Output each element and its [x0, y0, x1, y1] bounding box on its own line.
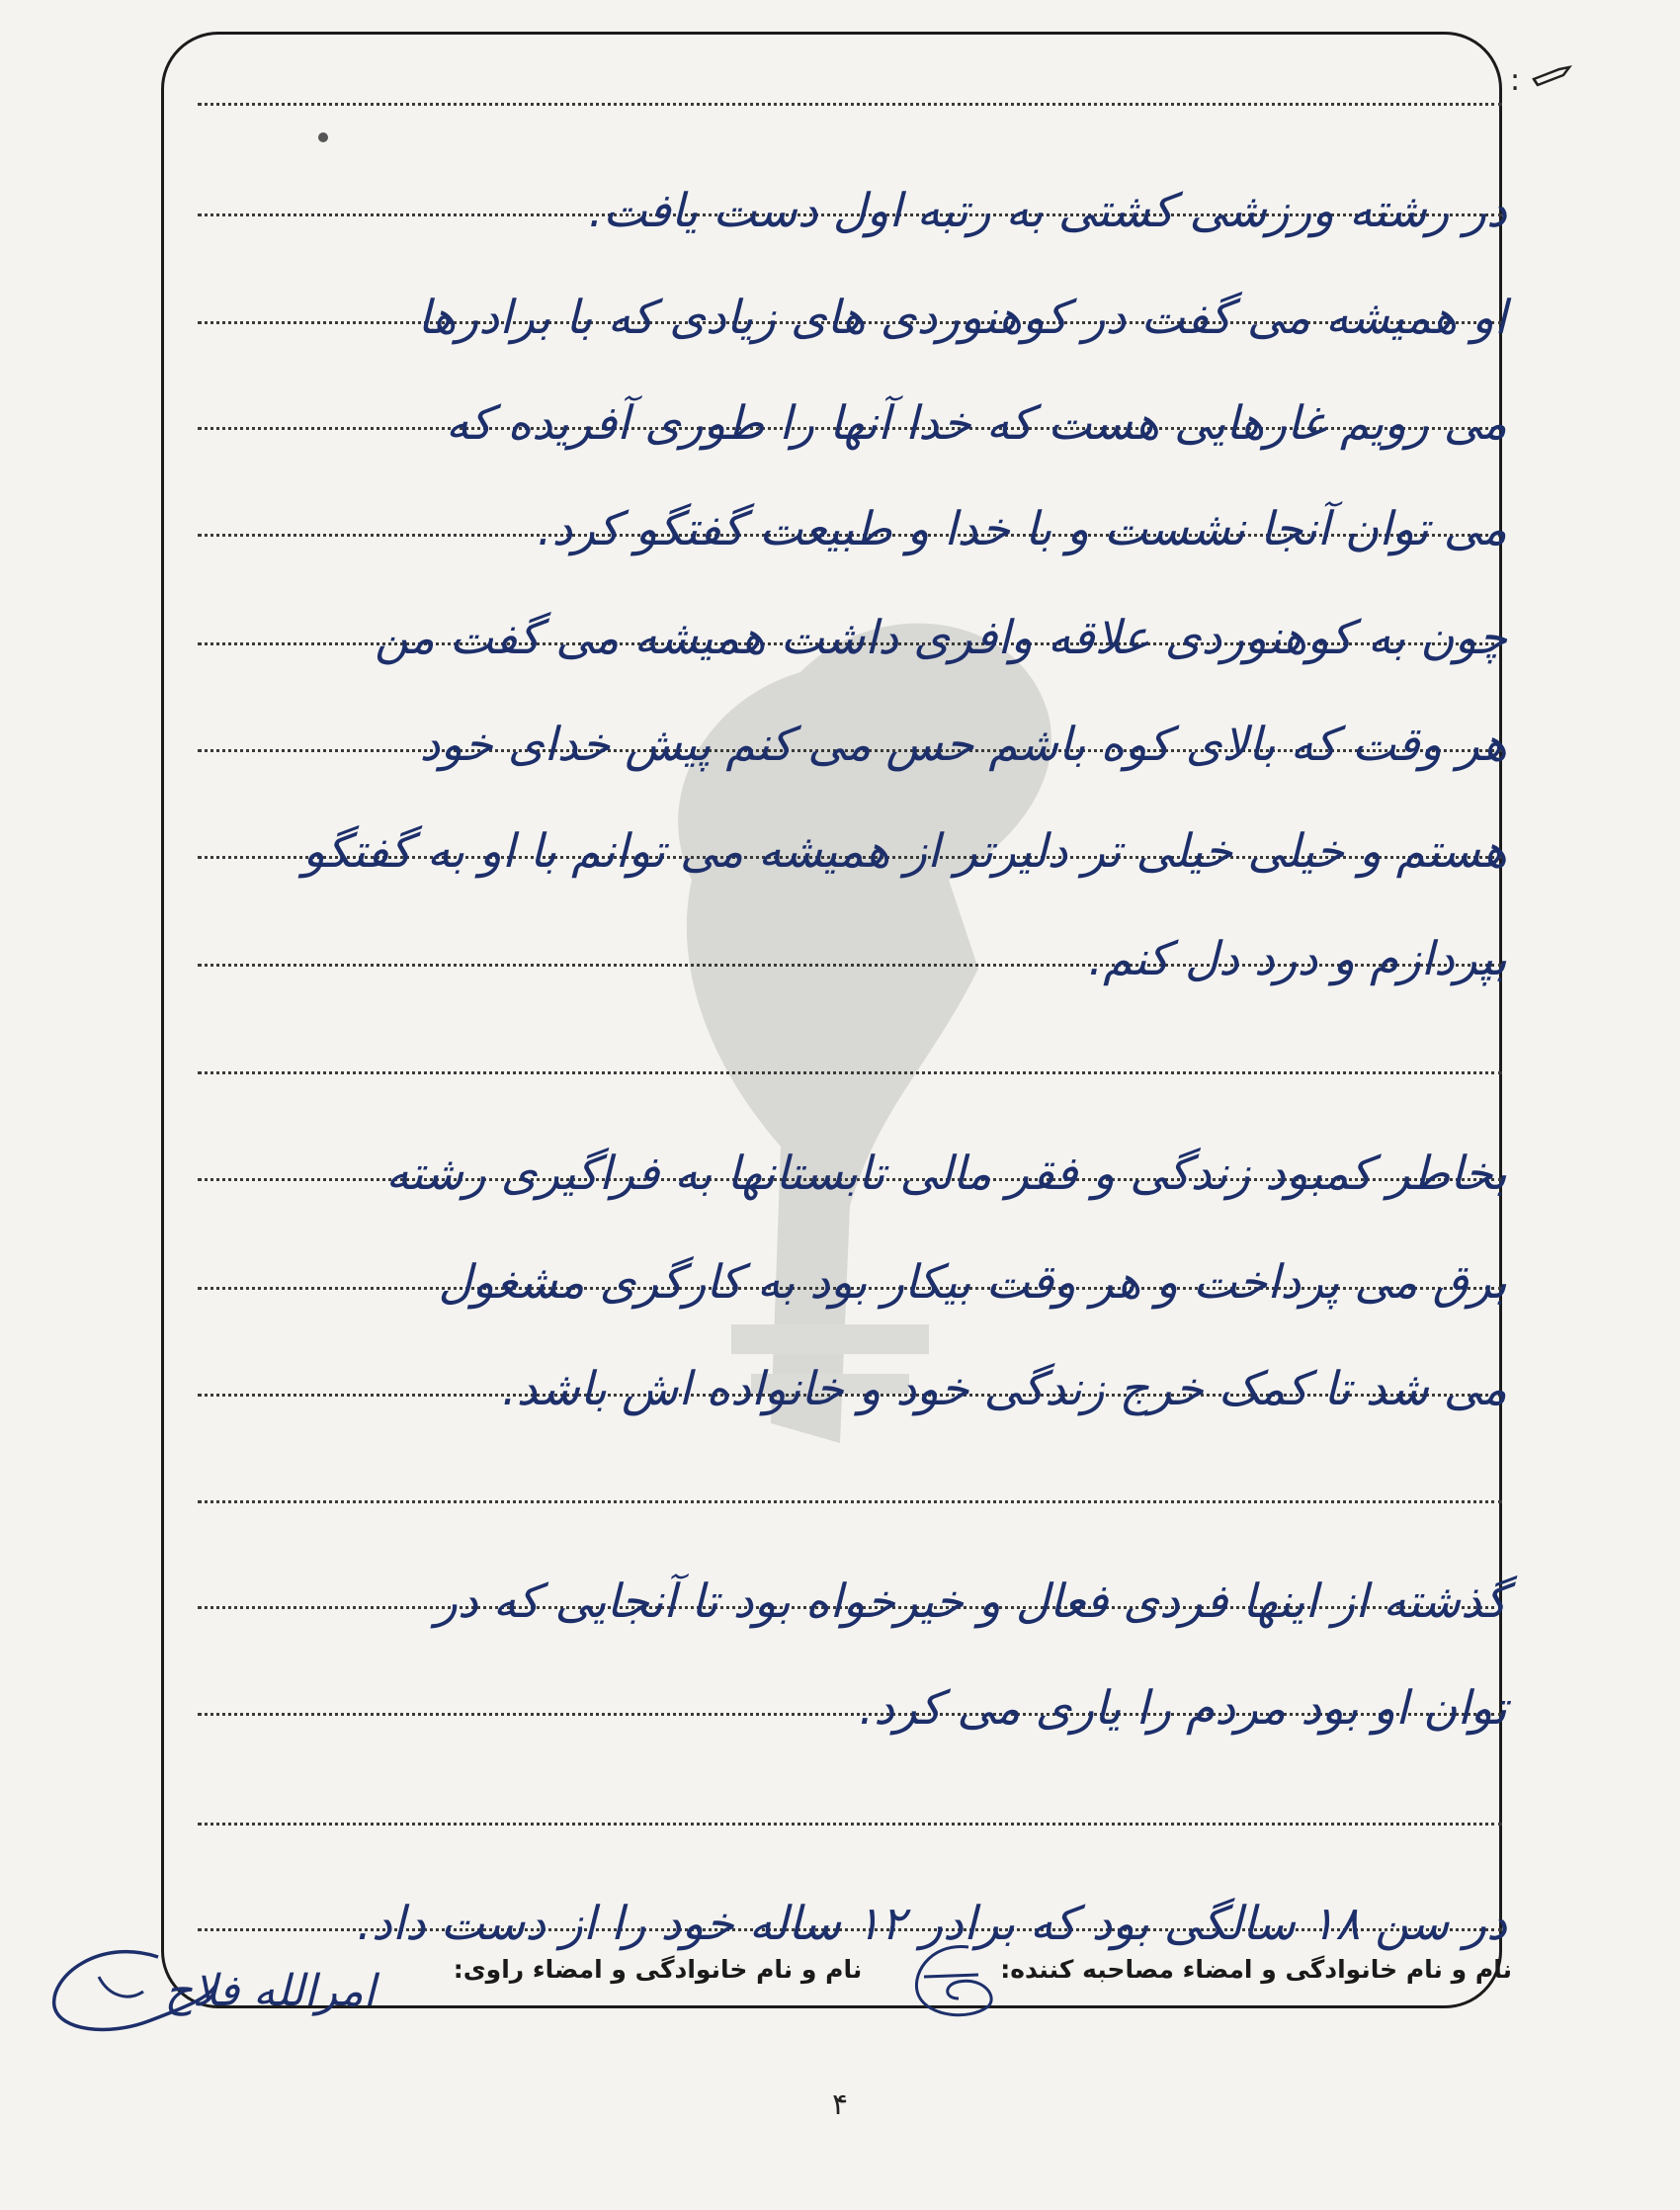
handwritten-line: می شد تا کمک خرج زندگی خود و خانواده اش باشد. — [501, 1362, 1507, 1416]
handwritten-line: می رویم غارهایی هست که خدا آنها را طوری آفریده که — [445, 396, 1507, 451]
handwritten-line: در رشته ورزشی کشتی به رتبه اول دست یافت. — [588, 184, 1507, 238]
handwritten-line: برق می پرداخت و هر وقت بیکار بود به کارگری مشغول — [438, 1255, 1507, 1310]
pen-icon — [1530, 61, 1575, 89]
narrator-signature-label: نام و نام خانوادگی و امضاء راوی: — [453, 1955, 863, 1984]
handwritten-line: گذشته از اینها فردی فعال و خیرخواه بود تا آنجایی که در — [435, 1574, 1507, 1629]
interviewer-signature — [889, 1937, 1008, 2036]
handwritten-line: او همیشه می گفت در کوهنوردی های زیادی که با برادرها — [417, 291, 1507, 345]
interviewer-signature-label: نام و نام خانوادگی و امضاء مصاحبه کننده: — [1000, 1955, 1512, 1984]
page-number: ۴ — [831, 2087, 849, 2122]
ruled-line — [198, 1500, 1502, 1503]
handwritten-line: بخاطر کمبود زندگی و فقر مالی تابستانها به فراگیری رشته — [385, 1147, 1507, 1201]
handwritten-line: بپردازم و درد دل کنم. — [1088, 932, 1507, 986]
pen-icon-colon: : — [1510, 63, 1521, 98]
ruled-line — [198, 103, 1502, 106]
scan-speck — [318, 132, 328, 142]
ruled-line — [198, 1071, 1502, 1074]
handwritten-line: هستم و خیلی خیلی تر دلیرتر از همیشه می توانم با او به گفتگو — [302, 824, 1507, 879]
handwritten-line: توان او بود مردم را یاری می کرد. — [859, 1681, 1507, 1736]
narrator-name: امرالله فلاح — [164, 1966, 376, 2016]
handwritten-line: چون به کوهنوردی علاقه وافری داشت همیشه می گفت من — [375, 611, 1507, 665]
handwritten-line: هر وقت که بالای کوه باشم حس می کنم پیش خدای خود — [419, 718, 1507, 772]
ruled-line — [198, 1823, 1502, 1826]
handwritten-line: می توان آنجا نشست و با خدا و طبیعت گفتگو کرد. — [537, 502, 1507, 556]
handwritten-line: در سن ۱۸ سالگی بود که برادر ۱۲ ساله خود را از دست داد. — [356, 1897, 1507, 1951]
